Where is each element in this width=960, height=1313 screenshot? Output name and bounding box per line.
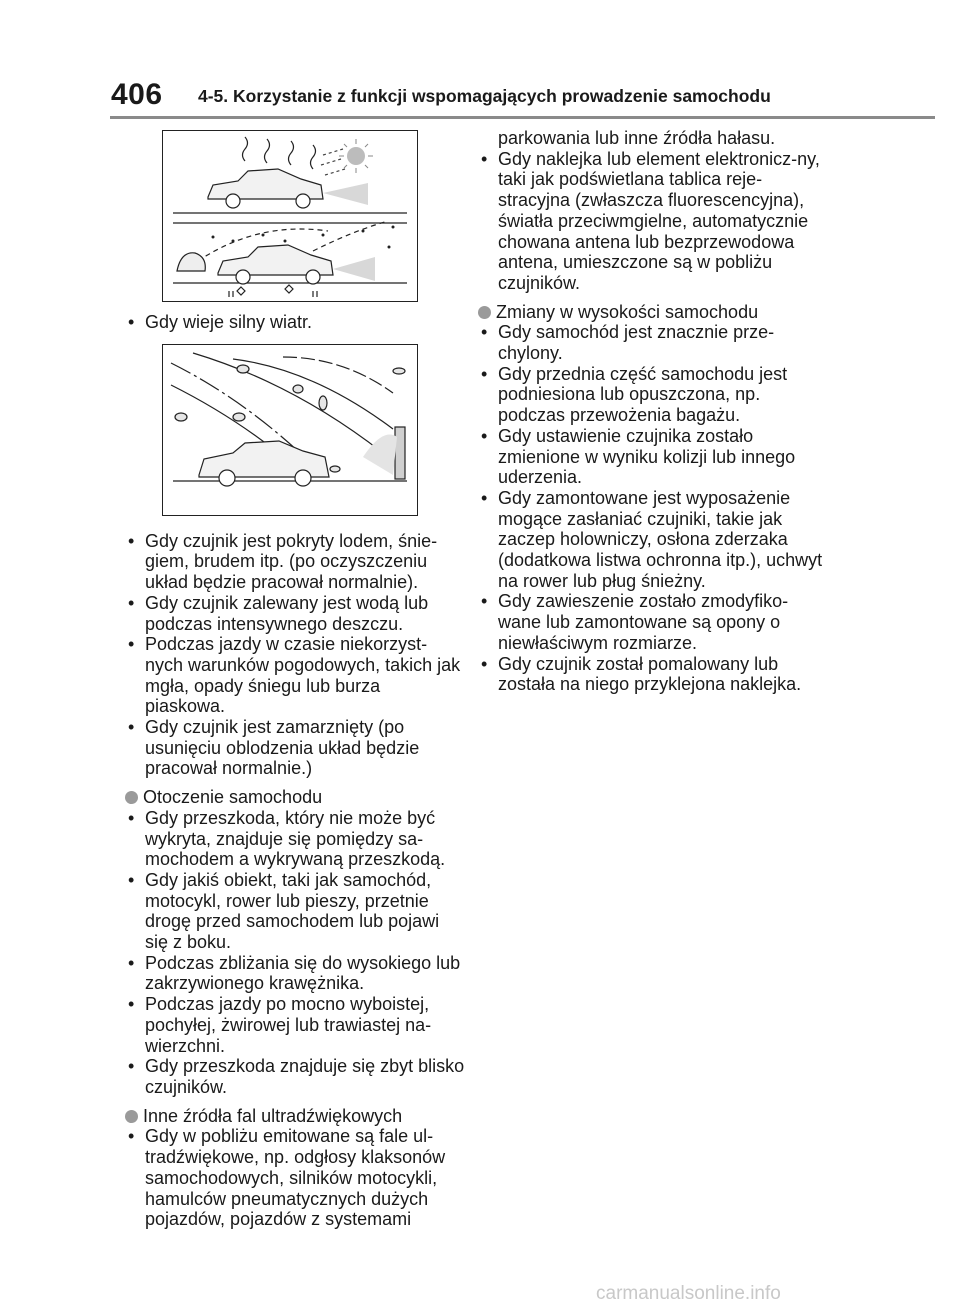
list-item (125, 531, 465, 593)
section-heading (478, 302, 823, 323)
chapter-title: 4-5. Korzystanie z funkcji wspomagających prowadzenie samochodu (198, 86, 771, 106)
bullet: • (128, 807, 135, 828)
bullet: • (128, 312, 135, 332)
bullet: • (481, 322, 488, 343)
list-item (478, 426, 823, 488)
list-item (125, 593, 465, 634)
list-item (478, 149, 823, 294)
page-number: 406 (111, 78, 163, 111)
item-text: Gdy wieje silny wiatr. (145, 312, 313, 332)
item-text: Podczas jazdy w czasie niekorzyst-nych warunków pogodowych, takich jak mgła, opady śniegu lub burza piaskowa. (145, 634, 461, 717)
section-dot-icon (125, 791, 138, 804)
item-text: Podczas zbliżania się do wysokiego lub zakrzywionego krawężnika. (145, 952, 461, 994)
section-heading (125, 1106, 465, 1127)
list-item (478, 488, 823, 592)
list-item (125, 1126, 465, 1230)
list-item (125, 870, 465, 953)
bullet: • (128, 952, 135, 973)
bullet: • (481, 591, 488, 612)
item-text: Gdy zamontowane jest wyposażenie mogące zasłaniać czujniki, takie jak zaczep holowniczy, osłona zderzaka (dodatkowa listwa ochronna itp.), uchwyt na rower lub pług śnieżny. (498, 487, 823, 591)
item-text: Gdy przeszkoda znajduje się zbyt blisko czujników. (145, 1056, 465, 1097)
list-item (125, 808, 465, 870)
item-text: Gdy jakiś obiekt, taki jak samochód, motocykl, rower lub pieszy, przetnie drogę przed samochodem lub pojawi się z boku. (145, 869, 440, 953)
list-item (478, 654, 823, 695)
heading-text: Zmiany w wysokości samochodu (496, 301, 759, 322)
item-text: Gdy czujnik został pomalowany lub została na niego przyklejona naklejka. (498, 653, 802, 695)
weather-illustration (163, 131, 417, 301)
header-rule (110, 116, 935, 119)
item-text: Gdy czujnik jest pokryty lodem, śnie-giem, brudem itp. (po oczyszczeniu układ będzie pracował normalnie). (145, 530, 438, 593)
bullet: • (481, 425, 488, 446)
list-item (125, 312, 465, 333)
figure-spacer (125, 333, 465, 531)
list-item (478, 364, 823, 426)
bullet: • (128, 634, 135, 655)
item-text: Gdy zawieszenie zostało zmodyfiko-wane lub zamontowane są opony o niewłaściwym rozmiarze. (498, 591, 789, 653)
item-text: Gdy ustawienie czujnika zostało zmienione w wyniku kolizji lub innego uderzenia. (498, 425, 796, 488)
heading-text: Otoczenie samochodu (143, 787, 323, 808)
list-item (125, 994, 465, 1056)
item-text: Gdy samochód jest znacznie prze-chylony. (498, 322, 775, 364)
right-column (478, 128, 823, 695)
bullet: • (481, 653, 488, 674)
bullet: • (128, 994, 135, 1015)
bullet: • (481, 363, 488, 384)
item-text: Gdy czujnik zalewany jest wodą lub podczas intensywnego deszczu. (145, 592, 429, 634)
bullet: • (128, 869, 135, 890)
list-item (125, 1056, 465, 1097)
section-heading (125, 787, 465, 808)
item-text: Gdy przeszkoda, który nie może być wykryta, znajduje się pomiędzy sa-mochodem a wykrywaną przeszkodą. (145, 807, 446, 870)
heading-text: Inne źródła fal ultradźwiękowych (143, 1105, 403, 1126)
item-text: Gdy przednia część samochodu jest podniesiona lub opuszczona, np. podczas przewożenia bagażu. (498, 363, 788, 426)
list-item (478, 322, 823, 363)
section-dot-icon (478, 306, 491, 319)
item-text: Gdy w pobliżu emitowane są fale ul-tradźwiękowe, np. odgłosy klaksonów samochodowych, silników motocykli, hamulców pneumatycznych dużych pojazdów, pojazdów z systemami (145, 1126, 446, 1230)
bullet: • (128, 717, 135, 738)
bullet: • (128, 592, 135, 613)
list-item (125, 634, 465, 717)
bullet: • (128, 1126, 135, 1147)
section-dot-icon (125, 1110, 138, 1123)
bullet: • (128, 530, 135, 551)
bullet: • (128, 1056, 135, 1077)
left-column (125, 312, 465, 1230)
item-text: Gdy czujnik jest zamarznięty (po usunięciu oblodzenia układ będzie pracował normalnie.) (145, 717, 420, 779)
watermark: carmanualsonline.info (596, 1283, 781, 1304)
list-item (125, 717, 465, 779)
item-text: Gdy naklejka lub element elektronicz-ny, taki jak podświetlana tablica reje-stracyjna (zwłaszcza fluorescencyjna), światła przeciwmgielne, automatycznie chowana antena lub bezprzewodowa antena, umieszczone są w pobliżu czujników. (498, 148, 820, 293)
bullet: • (481, 487, 488, 508)
item-text: Podczas jazdy po mocno wyboistej, pochyłej, żwirowej lub trawiastej na-wierzchni. (145, 994, 432, 1056)
item-continuation: parkowania lub inne źródła hałasu. (498, 128, 776, 148)
bullet: • (481, 148, 488, 169)
list-item (125, 953, 465, 994)
list-item (478, 591, 823, 653)
illustration-weather-conditions (162, 130, 418, 302)
